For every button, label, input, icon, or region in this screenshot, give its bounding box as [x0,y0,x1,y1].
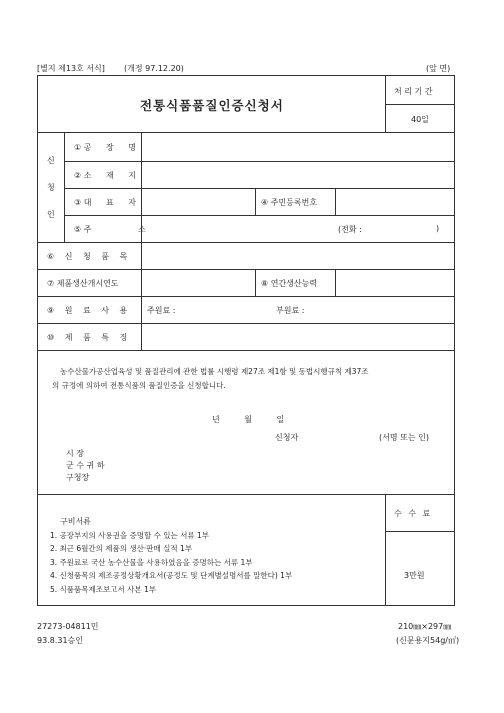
annual-capacity-field[interactable] [336,270,454,295]
applicant-char-2: 청 [47,183,55,192]
application-date: 년 월 일 [212,415,285,424]
recipient-county: 군 수 귀 하 [66,461,105,470]
sub-material-label: 부원료 : [276,306,305,315]
footer-paper: (신문용지54g/㎡) [396,636,460,645]
representative-field[interactable] [142,189,254,214]
statement-line-2: 의 규정에 의하여 전통식품의 품질인증을 신청합니다. [52,381,226,390]
fee-label: 수 수 료 [394,509,433,518]
processing-period-label: 처 리 기 간 [394,87,433,96]
applicant-sign-label: 신청자 [275,433,299,442]
document-item-3: 3. 주원료로 국산 농수산물을 사용하였음을 증명하는 서류 1부 [50,558,253,567]
form-title: 전통식품품질인증신청서 [140,98,284,113]
product-label: ⑥ 신 청 품 목 [47,252,132,261]
page-side: (앞 면) [426,64,451,73]
footer-code: 27273-04811민 [37,622,99,631]
document-item-5: 5. 식품품목제조보고서 사본 1부 [50,585,157,594]
documents-title: 구비서류 [60,517,91,526]
location-field[interactable] [142,162,454,187]
annual-capacity-label: ⑧ 연간생산능력 [261,279,318,288]
resident-number-field[interactable] [336,189,454,214]
materials-label: ⑨ 원 료 사 용 [47,306,132,315]
applicant-char-1: 신 [47,156,55,165]
footer-size: 210㎜×297㎜ [398,622,452,631]
resident-number-label: ④ 주민등록번호 [261,198,318,207]
product-field[interactable] [142,243,454,268]
production-start-label: ⑦ 제품생산개시연도 [47,279,119,288]
phone-close: ) [436,224,440,233]
applicant-char-3: 인 [47,210,55,219]
production-start-field[interactable] [142,270,254,295]
features-field[interactable] [142,324,454,349]
location-label: ② 소 재 지 [74,171,142,180]
statement-line-1: 농수산물가공산업육성 및 품질관리에 관한 법률 시행령 제27조 제1항 및 동법시행규칙 제37조 [60,367,369,376]
processing-period-value: 40일 [411,115,429,124]
address-field[interactable] [142,216,332,241]
main-material-label: 주원료 : [147,306,176,315]
address-label: ⑤ 주 소 [74,225,168,234]
document-item-2: 2. 최근 6월간의 제품의 생산·판매 실적 1부 [50,544,193,553]
features-label: ⑩ 제 품 특 징 [47,333,132,342]
recipient-mayor: 시 장 [66,449,84,458]
footer-approval: 93.8.31승인 [37,636,83,645]
factory-name-label: ① 공 장 명 [74,143,142,152]
factory-name-field[interactable] [142,133,454,160]
phone-label: (전화 : [338,225,362,234]
fee-value: 3만원 [404,571,425,580]
revision-date: (개정 97.12.20) [124,64,184,73]
representative-label: ③ 대 표 자 [74,198,142,207]
document-item-4: 4. 신청품목의 제조공정상황개요서(공정도 및 단계별설명서를 말한다) 1부 [50,571,293,580]
signature-note: (서명 또는 인) [379,433,429,442]
recipient-district: 구청장 [66,473,90,482]
document-item-1: 1. 공장부지의 사용권을 증명할 수 있는 서류 1부 [50,531,210,540]
form-number: [별지 제13호 서식] [37,64,105,73]
